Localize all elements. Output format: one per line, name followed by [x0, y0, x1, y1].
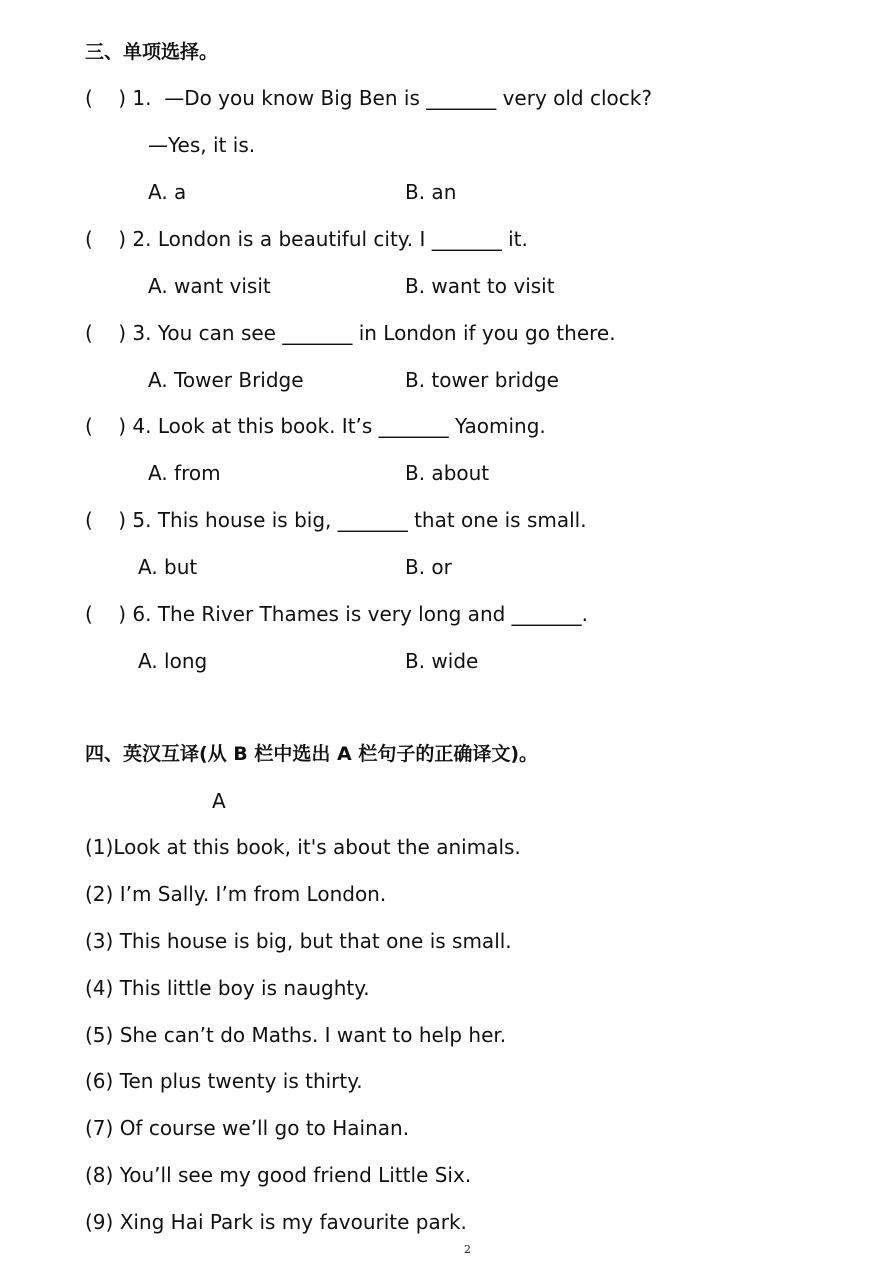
list-item: (6) Ten plus twenty is thirty.	[85, 1069, 363, 1093]
option-a: A. from	[148, 461, 221, 485]
section-3-heading: 三、单项选择。	[85, 41, 219, 63]
list-item: (5) She can’t do Maths. I want to help her.	[85, 1023, 507, 1047]
list-item: (2) I’m Sally. I’m from London.	[85, 882, 387, 906]
list-item: (3) This house is big, but that one is small.	[85, 929, 512, 953]
option-b: B. an	[405, 180, 457, 204]
option-b: B. wide	[405, 649, 479, 673]
list-item: (1)Look at this book, it's about the animals.	[85, 835, 521, 859]
section-4-heading: 四、英汉互译(从 B 栏中选出 A 栏句子的正确译文)。	[85, 743, 539, 765]
question-stem: ( ) 4. Look at this book. It’s _______ Yaoming.	[85, 414, 546, 438]
question-stem: ( ) 3. You can see _______ in London if you go there.	[85, 321, 616, 345]
option-a: A. want visit	[148, 274, 271, 298]
question-stem: ( ) 6. The River Thames is very long and _______.	[85, 602, 589, 626]
list-item: (8) You’ll see my good friend Little Six.	[85, 1163, 472, 1187]
option-a: A. long	[138, 649, 208, 673]
option-b: B. tower bridge	[405, 368, 559, 392]
question-stem: ( ) 1. —Do you know Big Ben is _______ very old clock?	[85, 86, 652, 110]
question-stem: ( ) 5. This house is big, _______ that one is small.	[85, 508, 587, 532]
list-item: (9) Xing Hai Park is my favourite park.	[85, 1210, 467, 1234]
column-a-label: A	[212, 789, 226, 813]
list-item: (7) Of course we’ll go to Hainan.	[85, 1116, 410, 1140]
option-a: A. Tower Bridge	[148, 368, 304, 392]
question-stem: ( ) 2. London is a beautiful city. I _______ it.	[85, 227, 528, 251]
page-number: 2	[464, 1243, 471, 1256]
list-item: (4) This little boy is naughty.	[85, 976, 370, 1000]
option-a: A. but	[138, 555, 198, 579]
option-b: B. or	[405, 555, 452, 579]
option-b: B. want to visit	[405, 274, 555, 298]
question-reply: —Yes, it is.	[148, 133, 256, 157]
option-a: A. a	[148, 180, 187, 204]
option-b: B. about	[405, 461, 490, 485]
